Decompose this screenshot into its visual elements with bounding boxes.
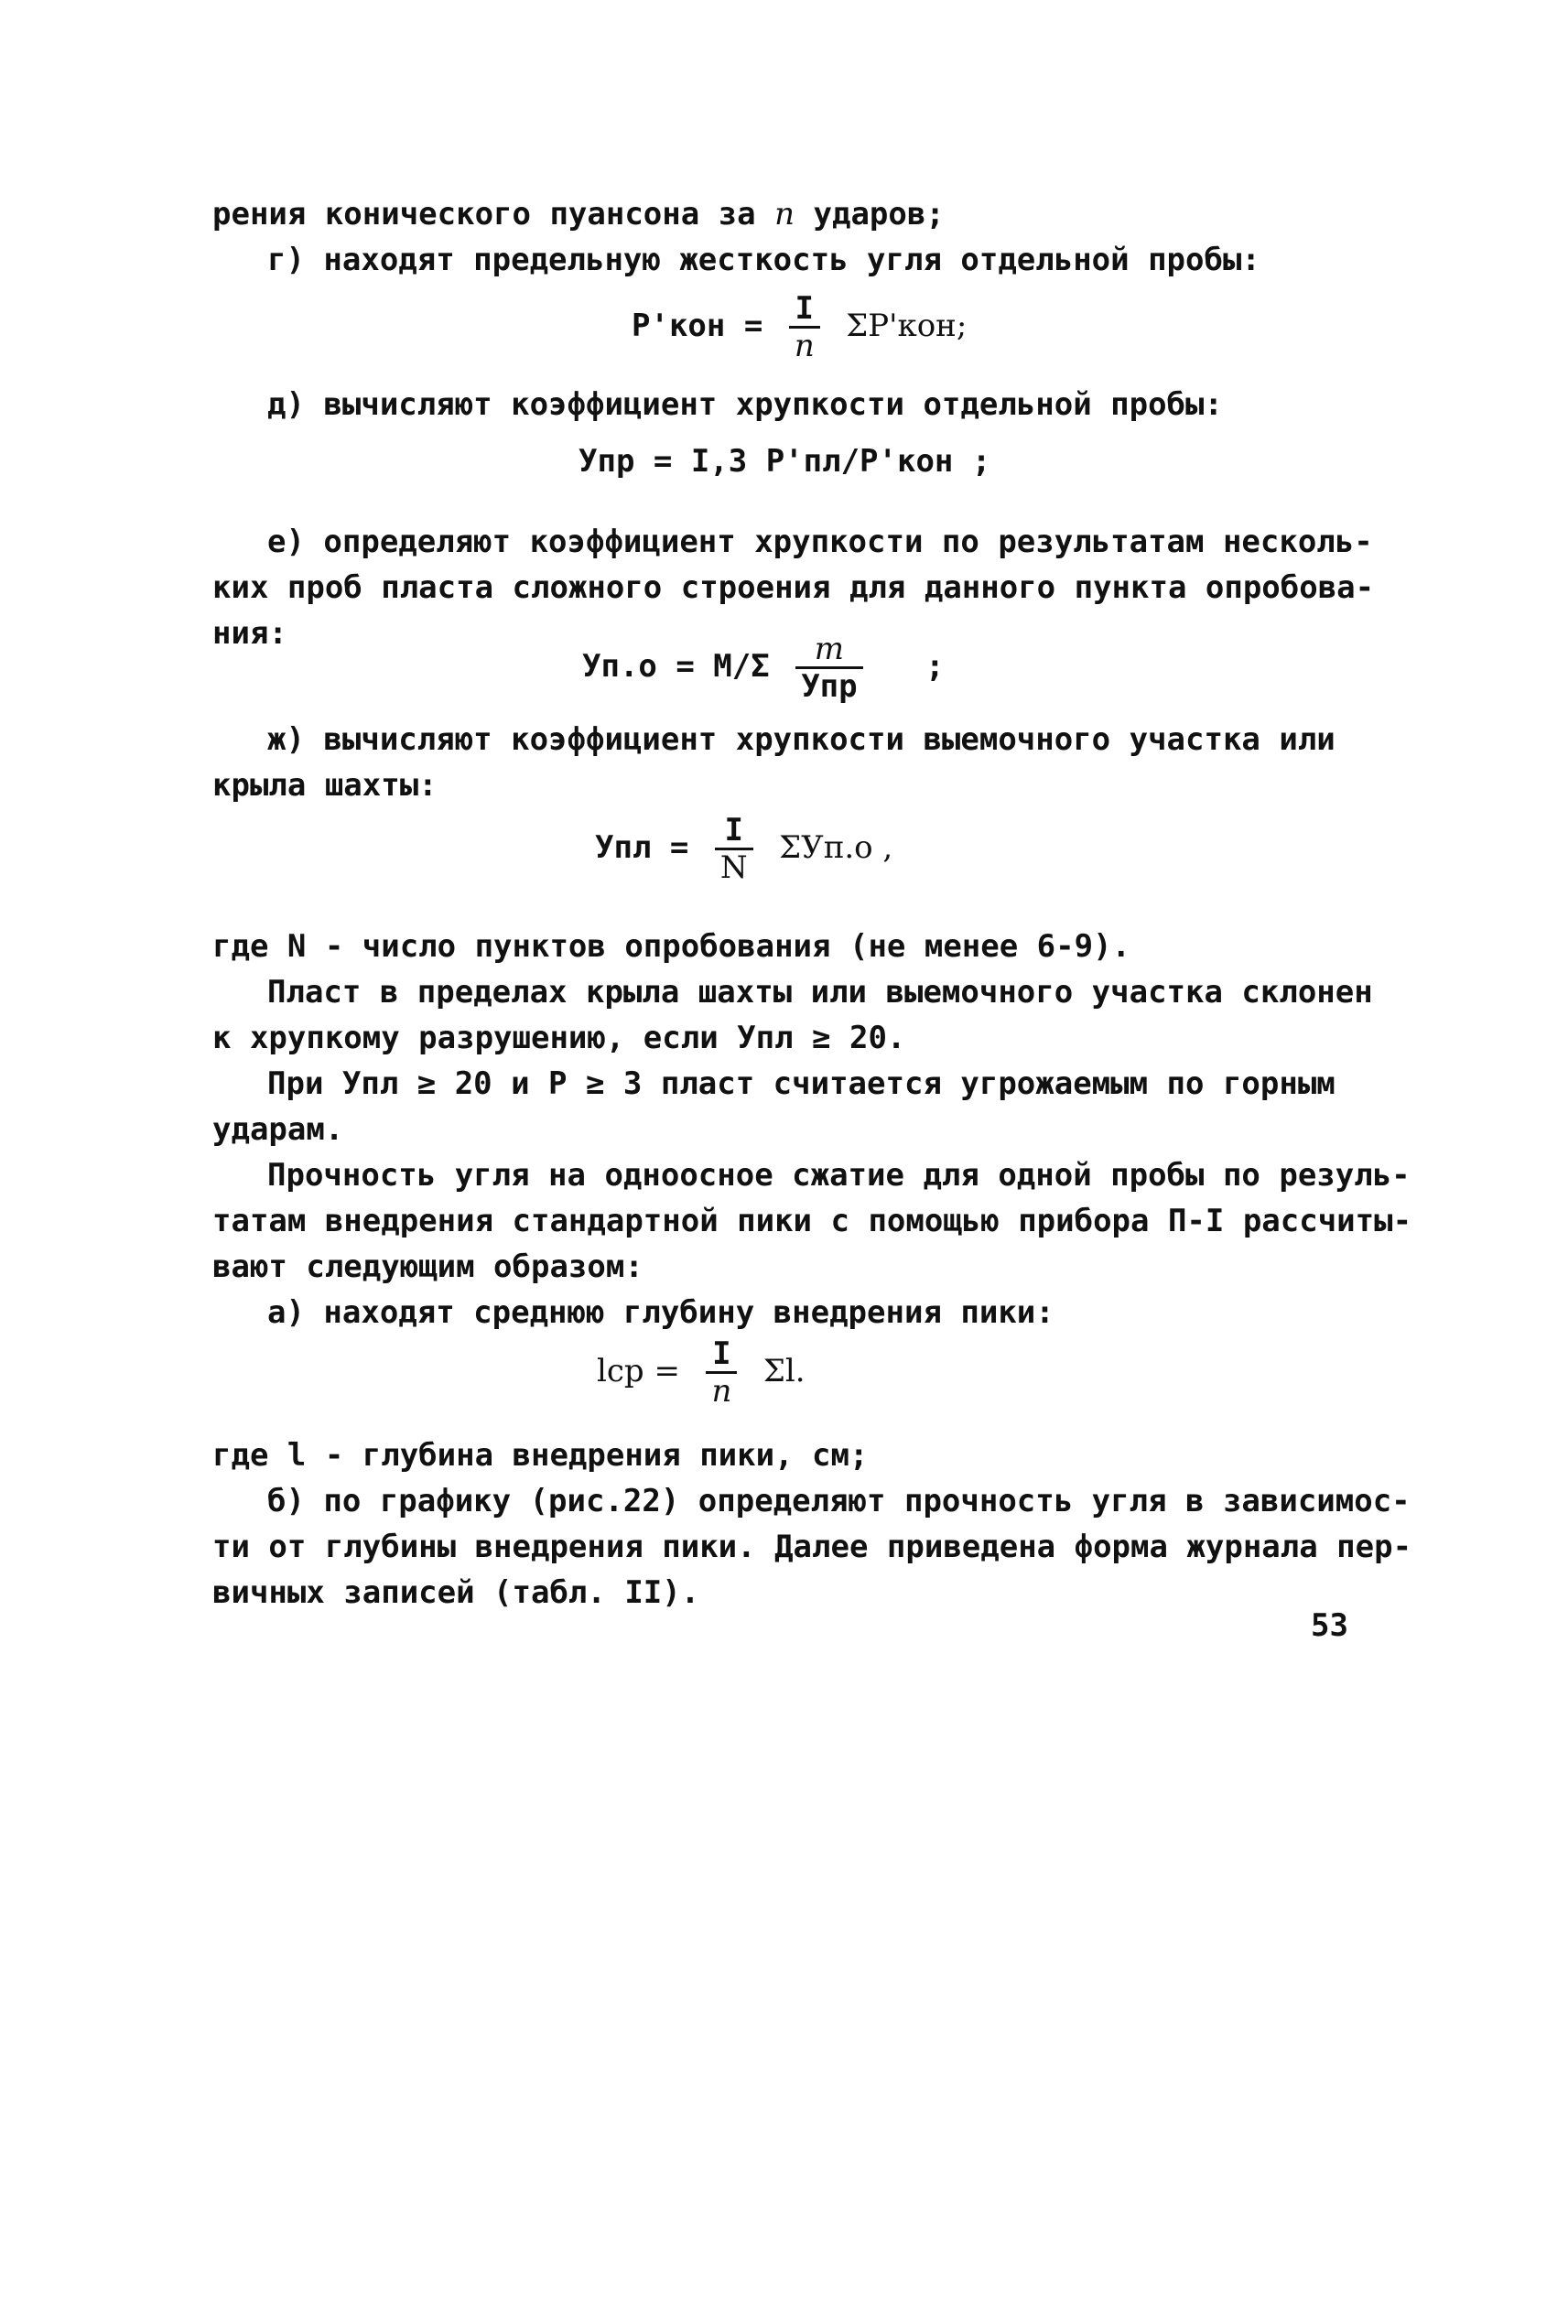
text-line: татам внедрения стандартной пики с помощью прибора П-I рассчиты- (212, 1203, 1412, 1239)
text-line: ти от глубины внедрения пики. Далее приведена форма журнала пер- (212, 1529, 1412, 1565)
formula-l-sr: lср = $\frac{I}{n}$ Σl. (597, 1335, 806, 1410)
text-line: ния: (212, 615, 287, 652)
formula-u-pl: Упл = $\frac{I}{N}$ ΣУп.о , (595, 812, 893, 886)
text-line: г) находят предельную жесткость угля отдельной пробы: (267, 242, 1260, 278)
text-line: ударам. (212, 1111, 344, 1148)
text-line: Прочность угля на одноосное сжатие для одной пробы по резуль- (267, 1157, 1411, 1194)
text-line: где l - глубина внедрения пики, см; (212, 1437, 869, 1474)
text-line: к хрупкому разрушению, если Упл ≥ 20. (212, 1020, 906, 1056)
formula-p-kon: P'кон = $\frac{I}{n}$ ΣP'кон; (632, 290, 968, 364)
formula-u-pr: Упр = I,3 P'пл/P'кон ; (579, 443, 991, 480)
text-line: ж) вычисляют коэффициент хрупкости выемочного участка или (267, 721, 1336, 758)
text-line: При Упл ≥ 20 и Р ≥ 3 пласт считается угрожаемым по горным (267, 1065, 1336, 1102)
text-line: е) определяют коэффициент хрупкости по результатам несколь- (267, 524, 1373, 560)
text-line: б) по графику (рис.22) определяют прочность угля в зависимос- (267, 1483, 1411, 1519)
text-line: вают следующим образом: (212, 1248, 643, 1285)
text-line: ких проб пласта сложного строения для данного пункта опробова- (212, 569, 1375, 606)
text-line: рения конического пуансона за n ударов; (212, 196, 945, 232)
text-line: а) находят среднюю глубину внедрения пики: (267, 1294, 1054, 1331)
formula-u-po: Уп.о = М/Σ $\frac{m}{\text{Упр}}$ ; (582, 631, 945, 705)
text-line: вичных записей (табл. II). (212, 1574, 700, 1611)
page-number: 53 (1311, 1607, 1348, 1644)
text-line: Пласт в пределах крыла шахты или выемочного участка склонен (267, 974, 1373, 1011)
text-line: д) вычисляют коэффициент хрупкости отдельной пробы: (267, 386, 1223, 423)
text-line: крыла шахты: (212, 767, 438, 804)
text-line: где N - число пунктов опробования (не менее 6-9). (212, 928, 1131, 965)
